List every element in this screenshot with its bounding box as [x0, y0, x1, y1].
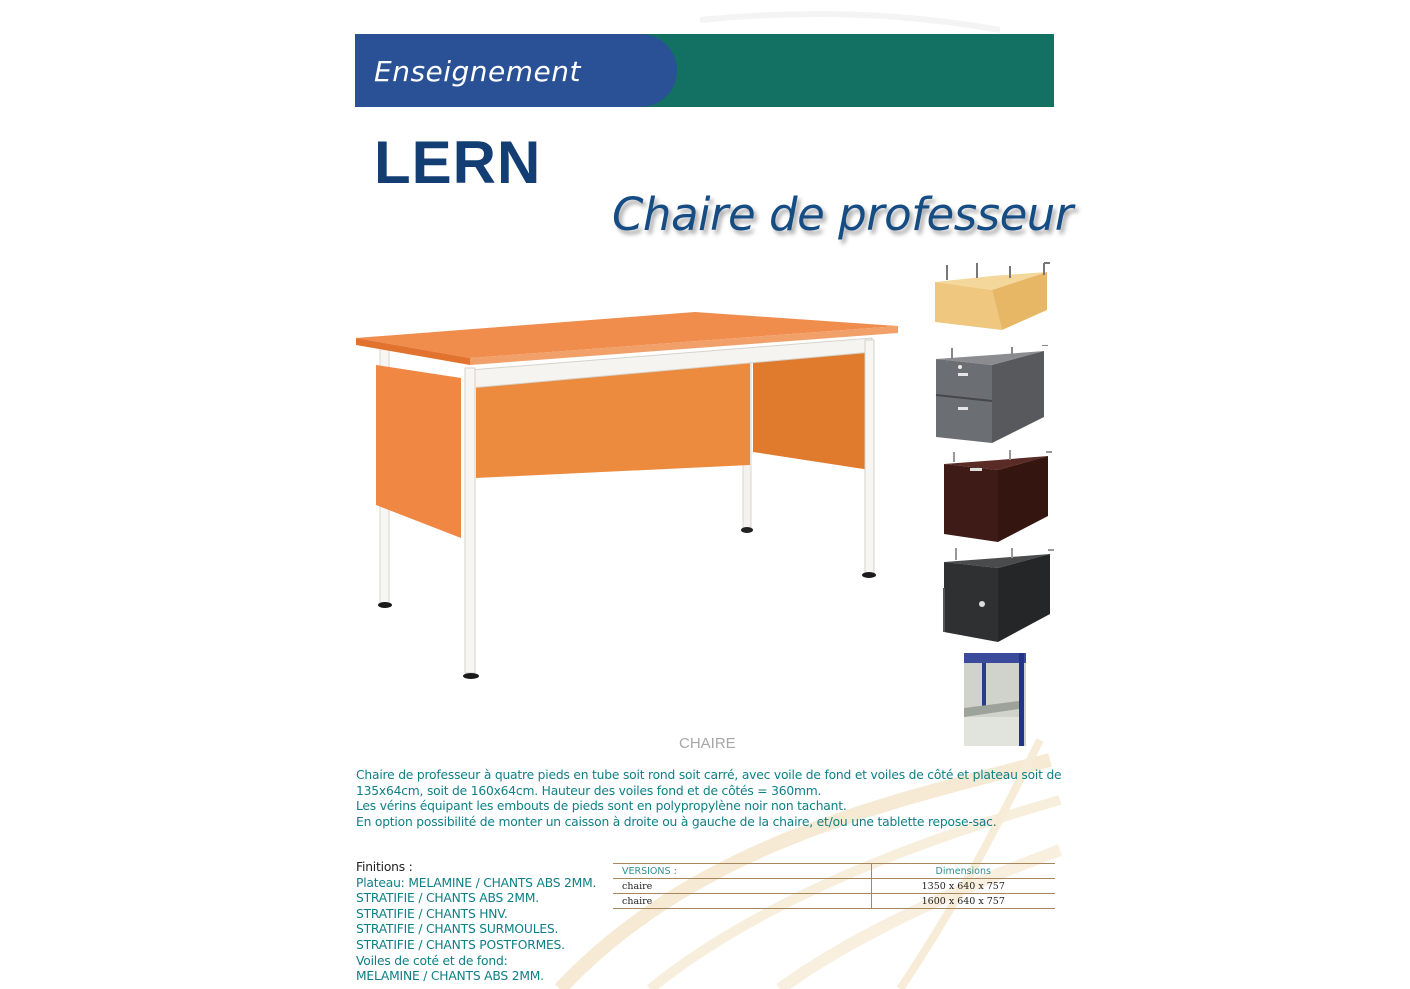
thumbnail-wenge-caisson[interactable] — [940, 450, 1055, 545]
table-header-row — [613, 864, 1055, 879]
table-row — [613, 894, 1055, 909]
thumbnail-dark-caisson[interactable] — [940, 548, 1055, 644]
version-cell: chaire — [613, 879, 871, 894]
finition-line: STRATIFIE / CHANTS HNV. — [356, 906, 508, 921]
finition-line: MELAMINE / CHANTS ABS 2MM. — [356, 969, 544, 984]
finition-line: Plateau: MELAMINE / CHANTS ABS 2MM. — [356, 875, 597, 890]
description-line: Chaire de professeur à quatre pieds en tube soit rond soit carré, avec voile de fond et voiles de côté et plateau soit de — [356, 768, 1062, 782]
header-banner — [355, 34, 1054, 107]
finition-line: STRATIFIE / CHANTS ABS 2MM. — [356, 891, 539, 906]
finitions-heading: Finitions : — [356, 860, 413, 874]
product-description — [356, 768, 1062, 830]
dimensions-cell: 1350 x 640 x 757 — [871, 879, 1055, 894]
thumbnail-grey-drawers[interactable] — [932, 345, 1052, 445]
versions-header: VERSIONS : — [613, 864, 871, 879]
finition-line: STRATIFIE / CHANTS SURMOULES. — [356, 922, 559, 937]
thumbnail-bag-shelf[interactable] — [964, 653, 1026, 746]
versions-table — [613, 863, 1055, 909]
dimensions-header: Dimensions — [871, 864, 1055, 879]
description-line: 135x64cm, soit de 160x64cm. Hauteur des voiles fond et de côtés = 360mm. — [356, 783, 822, 798]
thumbnail-beech-caisson[interactable] — [932, 260, 1052, 335]
banner-title: Enseignement — [374, 55, 582, 88]
finitions-list — [356, 860, 596, 985]
dimensions-cell: 1600 x 640 x 757 — [871, 894, 1055, 909]
finition-line: Voiles de coté et de fond: — [356, 953, 508, 968]
product-subtitle: Chaire de professeur — [612, 188, 1073, 241]
finition-line: STRATIFIE / CHANTS POSTFORMES. — [356, 937, 565, 952]
description-line: En option possibilité de monter un caisson à droite ou à gauche de la chaire, et/ou une tablette repose-sac. — [356, 814, 997, 829]
teacher-desk-image — [350, 300, 910, 690]
table-row — [613, 879, 1055, 894]
image-caption: CHAIRE — [679, 735, 736, 752]
description-line: Les vérins équipant les embouts de pieds sont en polypropylène noir non tachant. — [356, 799, 847, 814]
version-cell: chaire — [613, 894, 871, 909]
brand-title: LERN — [374, 129, 542, 196]
